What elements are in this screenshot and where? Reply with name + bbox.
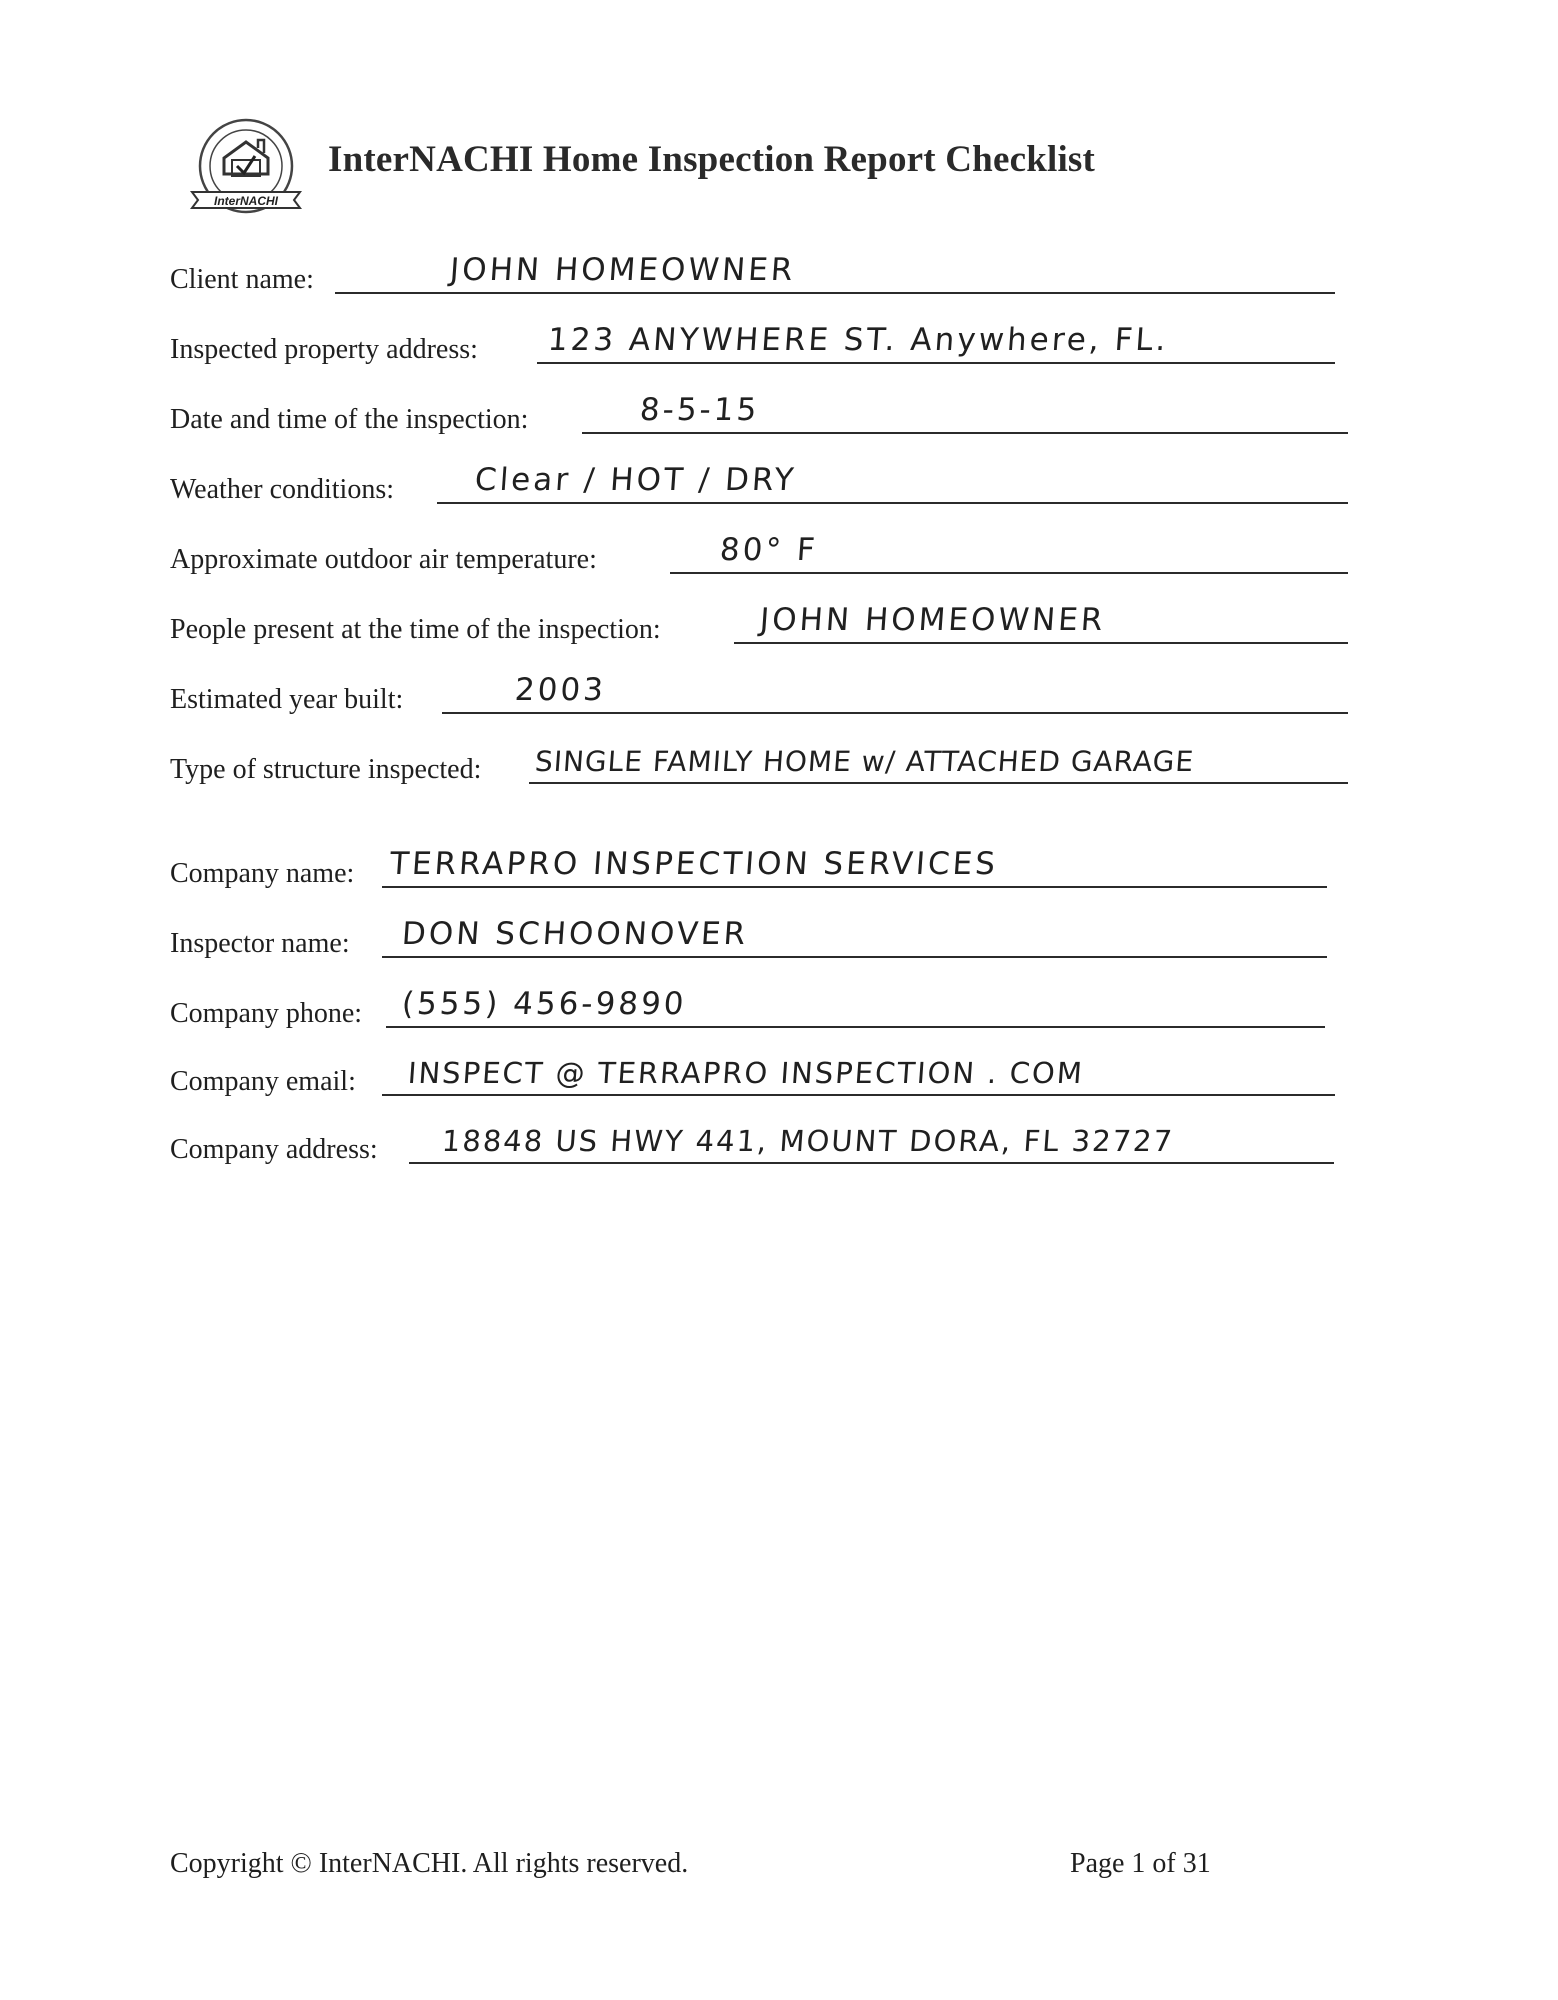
page-title: InterNACHI Home Inspection Report Checklist: [328, 139, 1096, 180]
inspection-date-field: [170, 392, 1350, 438]
air-temperature-label: Approximate outdoor air temperature:: [170, 544, 597, 575]
client-name-label: Client name:: [170, 264, 314, 295]
year-built-line: [442, 712, 1348, 714]
company-address-field: [170, 1122, 1460, 1168]
structure-type-line: [529, 782, 1348, 784]
company-phone-field: [170, 986, 1330, 1032]
year-built-value: 2003: [513, 672, 608, 708]
company-email-value: INSPECT @ TERRAPRO INSPECTION . COM: [406, 1056, 1086, 1090]
company-address-label: Company address:: [170, 1134, 378, 1165]
inspection-date-value: 8-5-15: [638, 392, 761, 428]
air-temperature-field: [170, 532, 1350, 578]
client-name-line: [335, 292, 1335, 294]
weather-conditions-value: Clear / HOT / DRY: [473, 462, 798, 498]
people-present-line: [734, 642, 1348, 644]
client-name-field: [170, 252, 1340, 298]
company-phone-value: (555) 456-9890: [400, 986, 688, 1022]
weather-conditions-line: [437, 502, 1348, 504]
company-email-label: Company email:: [170, 1066, 356, 1097]
inspection-date-line: [582, 432, 1348, 434]
company-name-field: [170, 846, 1330, 892]
year-built-field: [170, 672, 1350, 718]
weather-conditions-label: Weather conditions:: [170, 474, 395, 505]
people-present-label: People present at the time of the inspection:: [170, 614, 661, 645]
internachi-logo: [188, 116, 306, 220]
structure-type-field: [170, 742, 1470, 788]
copyright-text: Copyright © InterNACHI. All rights reserved.: [170, 1848, 689, 1879]
company-name-line: [382, 886, 1327, 888]
property-address-line: [537, 362, 1335, 364]
inspector-name-value: DON SCHOONOVER: [400, 916, 750, 952]
weather-conditions-field: [170, 462, 1350, 508]
property-address-field: [170, 322, 1340, 368]
structure-type-value: SINGLE FAMILY HOME w/ ATTACHED GARAGE: [533, 745, 1196, 778]
company-phone-line: [386, 1026, 1325, 1028]
people-present-field: [170, 602, 1350, 648]
inspector-name-line: [382, 956, 1327, 958]
company-name-label: Company name:: [170, 858, 355, 889]
inspector-name-field: [170, 916, 1330, 962]
property-address-value: 123 ANYWHERE ST. Anywhere, FL.: [546, 322, 1170, 358]
company-name-value: TERRAPRO INSPECTION SERVICES: [388, 846, 1000, 882]
company-address-value: 18848 US HWY 441, MOUNT DORA, FL 32727: [440, 1124, 1176, 1158]
year-built-label: Estimated year built:: [170, 684, 404, 715]
inspector-name-label: Inspector name:: [170, 928, 350, 959]
company-phone-label: Company phone:: [170, 998, 363, 1029]
company-email-field: [170, 1054, 1340, 1100]
company-email-line: [382, 1094, 1335, 1096]
inspection-date-label: Date and time of the inspection:: [170, 404, 529, 435]
company-address-line: [409, 1162, 1334, 1164]
air-temperature-line: [670, 572, 1348, 574]
people-present-value: JOHN HOMEOWNER: [758, 602, 1107, 638]
logo-text: InterNACHI: [213, 194, 279, 208]
page-number: Page 1 of 31: [1070, 1848, 1211, 1879]
structure-type-label: Type of structure inspected:: [170, 754, 482, 785]
air-temperature-value: 80° F: [718, 532, 819, 568]
client-name-value: JOHN HOMEOWNER: [448, 252, 797, 288]
property-address-label: Inspected property address:: [170, 334, 478, 365]
